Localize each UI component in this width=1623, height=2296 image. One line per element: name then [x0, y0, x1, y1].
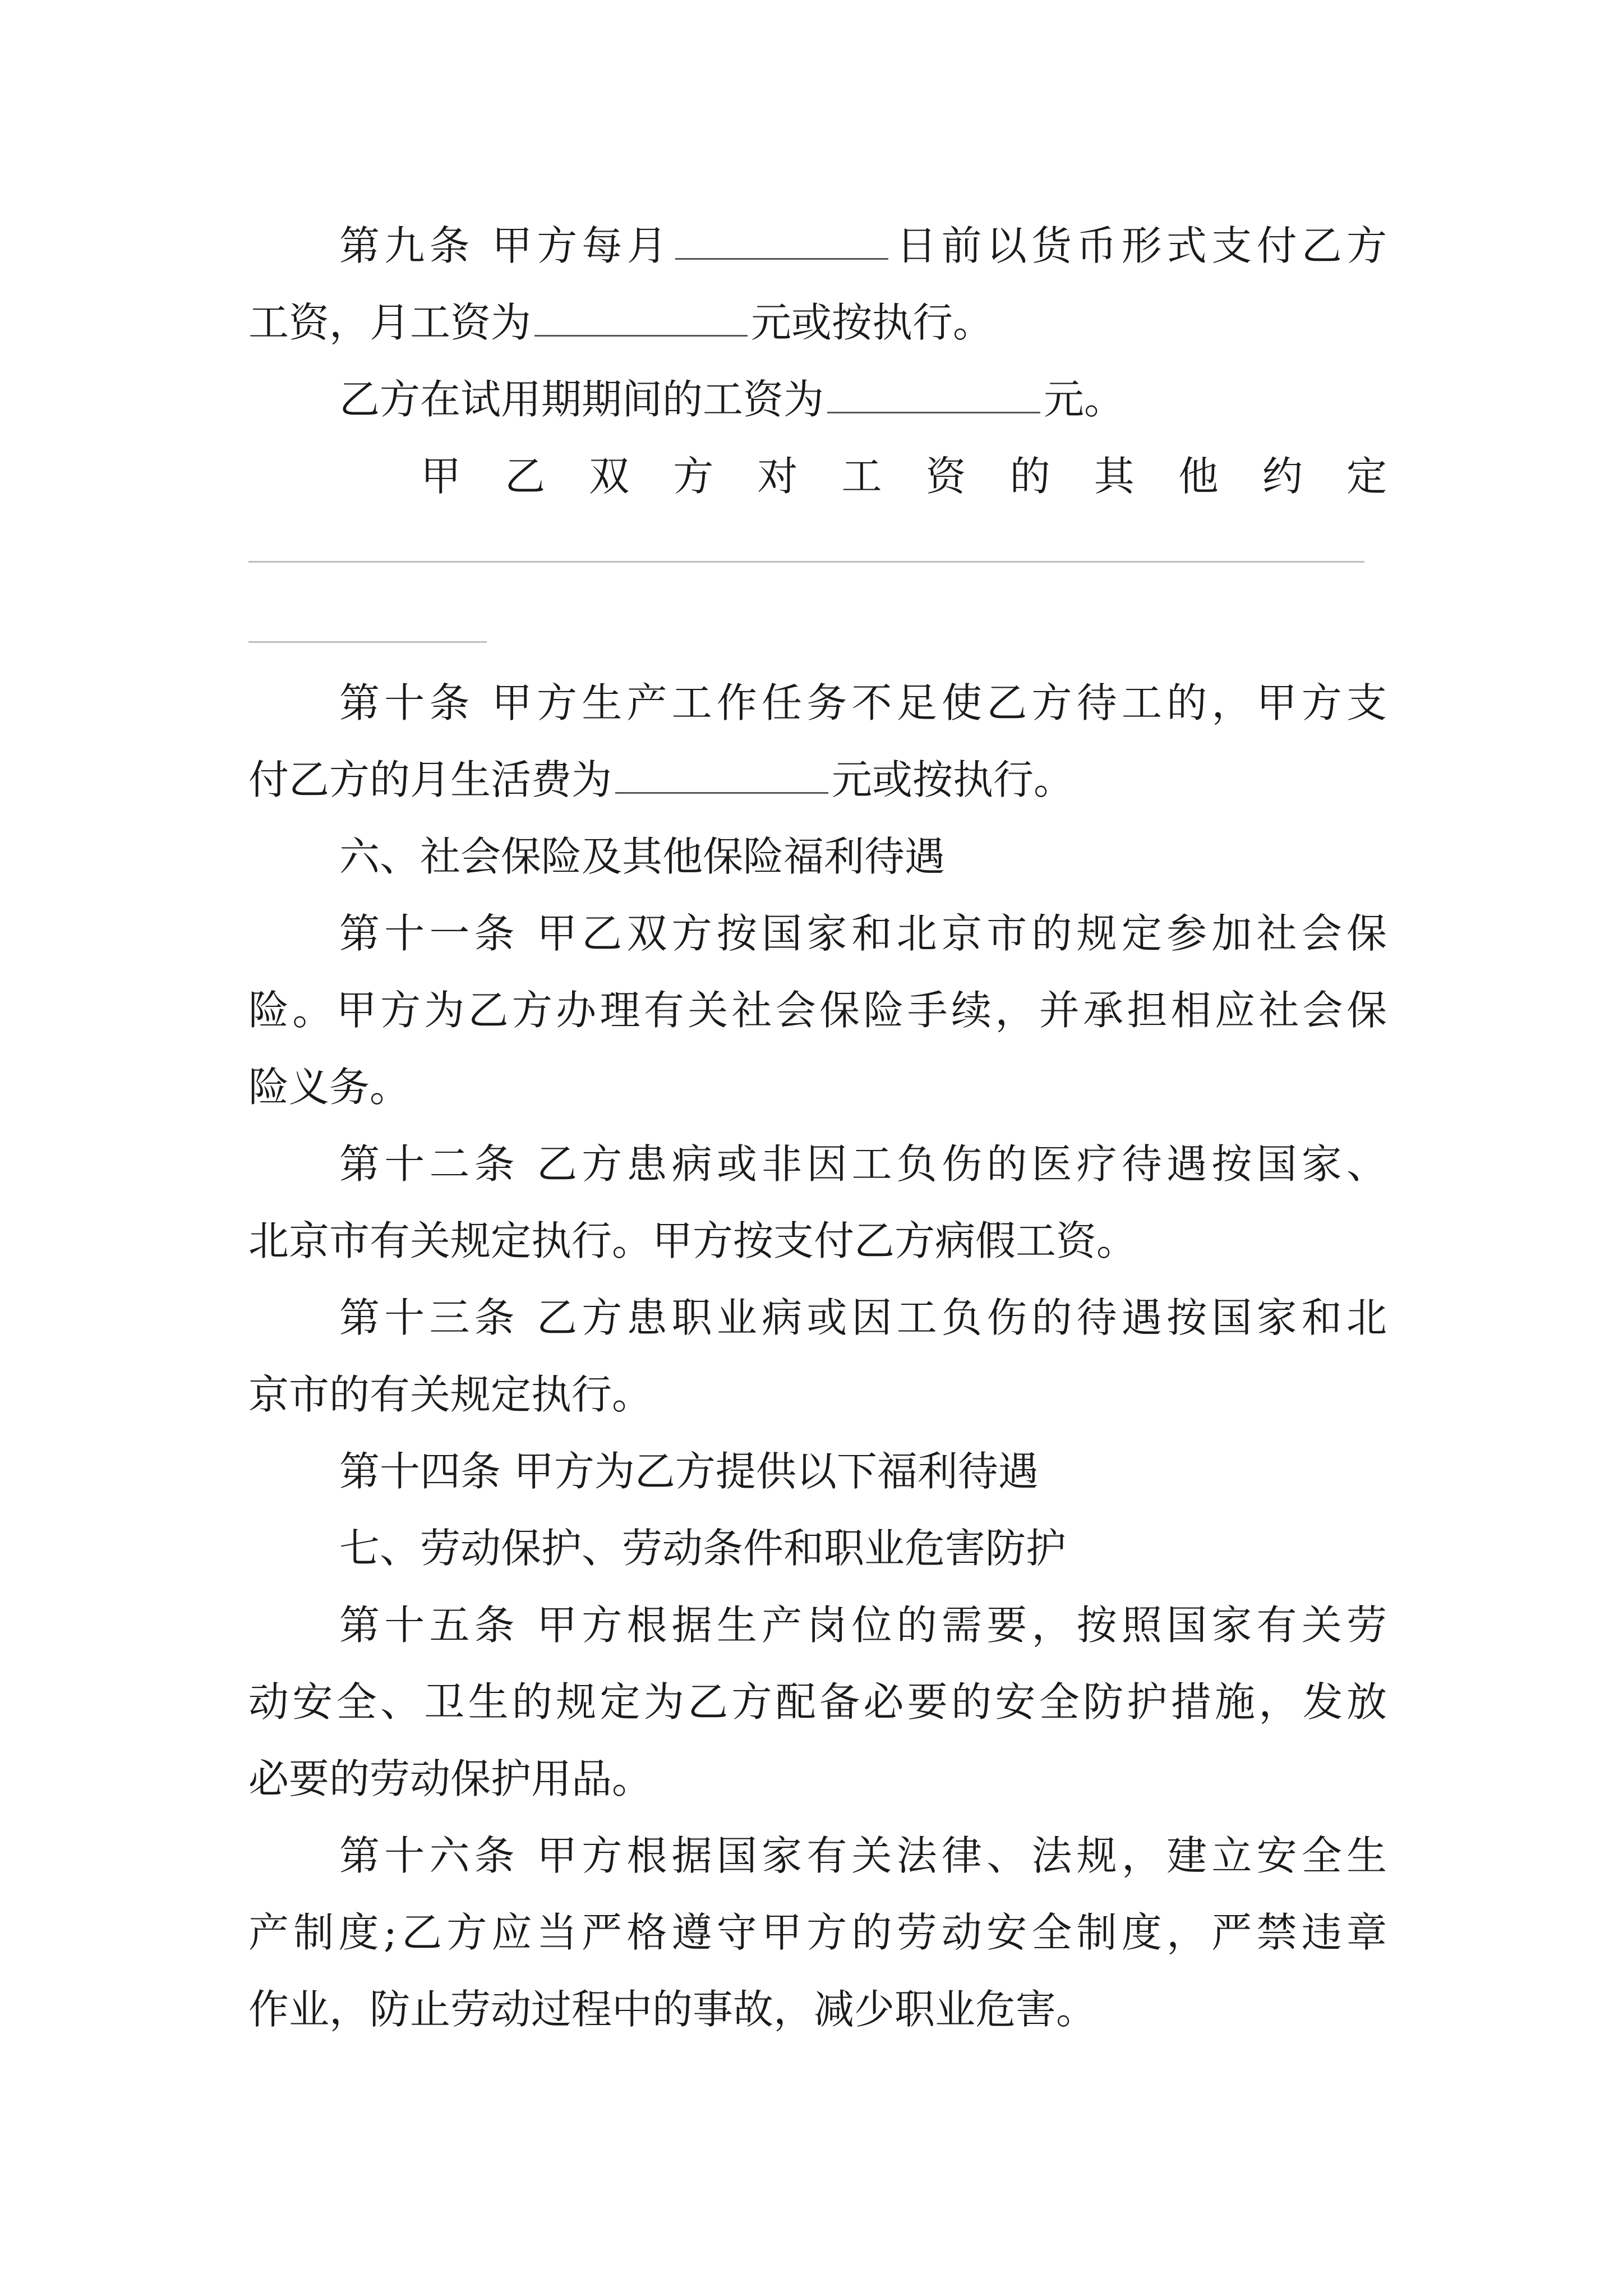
- living-allowance-blank: [615, 757, 828, 794]
- article-11-line-1: 第十一条 甲乙双方按国家和北京市的规定参加社会保: [339, 910, 1387, 957]
- article-16-line-2: 产制度;乙方应当严格遵守甲方的劳动安全制度，严禁违章: [248, 1909, 1387, 1956]
- article-10-line-1: 第十条 甲方生产工作任务不足使乙方待工的，甲方支: [339, 679, 1387, 726]
- probation-wage-text: 元。: [1044, 376, 1125, 423]
- article-12-line-2: 北京市有关规定执行。甲方按支付乙方病假工资。: [248, 1217, 1137, 1264]
- article-9-line-4: 甲 乙 双 方 对 工 资 的 其 他 约 定: [421, 453, 1387, 500]
- agreement-rule-1: [248, 561, 1364, 563]
- article-12-line-1: 第十二条 乙方患病或非因工负伤的医疗待遇按国家、: [339, 1140, 1387, 1188]
- article-16-line-3: 作业，防止劳动过程中的事故，减少职业危害。: [248, 1986, 1097, 2033]
- agreement-rule-2: [248, 641, 487, 643]
- article-10-text: 付乙方的月生活费为: [248, 756, 612, 803]
- article-9-line-2: [248, 295, 1387, 351]
- article-9-line-1: [339, 218, 1387, 274]
- article-10-text: 元或按执行。: [832, 756, 1075, 803]
- article-10-line-2: [248, 752, 1387, 808]
- article-13-line-2: 京市的有关规定执行。: [248, 1371, 653, 1418]
- section-6-heading: 六、社会保险及其他保险福利待遇: [339, 833, 946, 880]
- article-11-line-2: 险。甲方为乙方办理有关社会保险手续，并承担相应社会保: [248, 987, 1387, 1034]
- article-9-text: 元或按执行。: [751, 299, 994, 346]
- article-14-line-1: 第十四条 甲方为乙方提供以下福利待遇: [339, 1448, 1039, 1495]
- article-15-line-3: 必要的劳动保护用品。: [248, 1755, 653, 1802]
- article-9-text: 第九条 甲方每月: [339, 222, 672, 269]
- probation-wage-text: 乙方在试用期期间的工资为: [339, 376, 824, 423]
- article-13-line-1: 第十三条 乙方患职业病或因工负伤的待遇按国家和北: [339, 1294, 1387, 1341]
- article-9-text: 工资，月工资为: [248, 299, 532, 346]
- monthly-wage-blank: [534, 300, 748, 337]
- pay-day-blank: [675, 223, 888, 260]
- article-16-line-1: 第十六条 甲方根据国家有关法律、法规，建立安全生: [339, 1832, 1387, 1879]
- section-7-heading: 七、劳动保护、劳动条件和职业危害防护: [339, 1525, 1067, 1572]
- article-15-line-1: 第十五条 甲方根据生产岗位的需要，按照国家有关劳: [339, 1602, 1387, 1649]
- article-11-line-3: 险义务。: [248, 1064, 411, 1111]
- article-9-text: 日前以货币形式支付乙方: [892, 222, 1387, 269]
- article-15-line-2: 动安全、卫生的规定为乙方配备必要的安全防护措施，发放: [248, 1678, 1387, 1726]
- article-9-line-3: [339, 371, 1387, 427]
- probation-wage-blank: [827, 377, 1040, 413]
